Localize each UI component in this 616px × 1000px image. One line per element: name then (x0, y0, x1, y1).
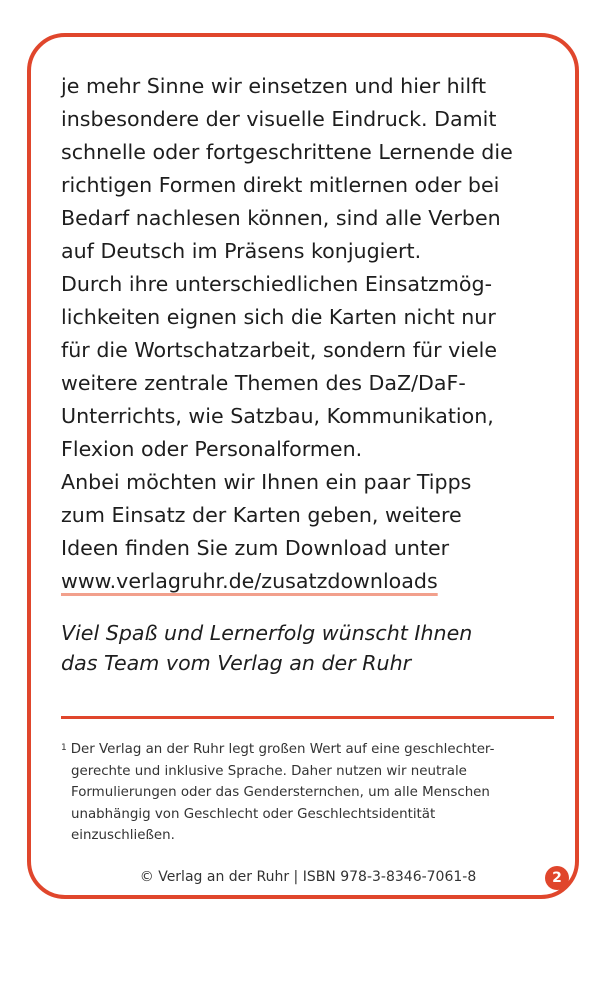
text-line: je mehr Sinne wir einsetzen und hier hilft (61, 74, 487, 98)
text-line: lichkeiten eignen sich die Karten nicht nur (61, 305, 496, 329)
text-line: schnelle oder fortgeschrittene Lernende die (61, 140, 513, 164)
footnote-divider (61, 716, 554, 719)
page-number-badge: 2 (545, 866, 569, 890)
footnote-line: gerechte und inklusive Sprache. Daher nutzen wir neutrale (71, 763, 467, 779)
text-line: insbesondere der visuelle Eindruck. Damit (61, 107, 497, 131)
download-link[interactable]: www.verlagruhr.de/zusatzdownloads (61, 569, 438, 593)
footnote (61, 738, 556, 847)
footnote-line: einzuschließen. (71, 828, 175, 843)
text-line: weitere zentrale Themen des DaZ/DaF- (61, 371, 466, 395)
signoff-line: Viel Spaß und Lernerfolg wünscht Ihnen (61, 621, 473, 645)
text-line: Anbei möchten wir Ihnen ein paar Tipps (61, 470, 472, 494)
footnote-line: unabhängig von Geschlecht oder Geschlechtsidentität (71, 806, 436, 822)
footnote-line: Formulierungen oder das Gendersternchen, um alle Menschen (71, 785, 490, 800)
text-line: auf Deutsch im Präsens konjugiert. (61, 239, 422, 263)
text-line: zum Einsatz der Karten geben, weitere (61, 503, 462, 527)
copyright-line: © Verlag an der Ruhr | ISBN 978-3-8346-7061-8 (139, 869, 477, 885)
footnote-marker: 1 (61, 743, 67, 753)
text-line: richtigen Formen direkt mitlernen oder bei (61, 173, 500, 197)
text-line: Unterrichts, wie Satzbau, Kommunikation, (61, 404, 494, 428)
footnote-text: Der Verlag an der Ruhr legt großen Wert auf eine geschlechter- (70, 742, 495, 757)
body-text (61, 70, 561, 598)
signoff (61, 618, 561, 678)
footnote-line (61, 738, 556, 761)
text-line: für die Wortschatzarbeit, sondern für viele (61, 338, 498, 362)
text-line: Ideen finden Sie zum Download unter (61, 536, 450, 560)
signoff-line: das Team vom Verlag an der Ruhr (61, 651, 412, 675)
text-line: Durch ihre unterschiedlichen Einsatzmög- (61, 272, 493, 296)
text-line: Flexion oder Personalformen. (61, 437, 363, 461)
text-line: Bedarf nachlesen können, sind alle Verben (61, 206, 501, 230)
